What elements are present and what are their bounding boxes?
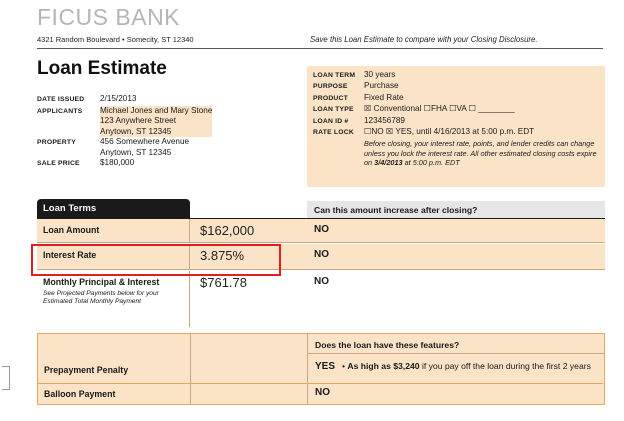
increase-question: Can this amount increase after closing? — [307, 201, 605, 219]
date-issued-label: DATE ISSUED — [37, 96, 85, 103]
monthly-payment-row — [37, 271, 605, 327]
loan-type-label: LOAN TYPE — [313, 106, 354, 114]
applicants-city: Anytown, ST 12345 — [100, 126, 172, 136]
bank-address: 4321 Random Boulevard • Somecity, ST 12340 — [37, 35, 194, 44]
monthly-payment-value: $761.78 — [200, 275, 247, 290]
details-right — [307, 66, 605, 187]
product-row — [313, 93, 599, 104]
interest-rate-row — [37, 244, 605, 270]
features-middle-column — [191, 334, 308, 404]
loan-id-value: 123456789 — [364, 115, 405, 125]
applicants-value — [100, 106, 212, 138]
tagline: Save this Loan Estimate to compare with your Closing Disclosure. — [310, 35, 538, 44]
applicants-row — [37, 106, 297, 138]
loan-terms-section — [37, 199, 605, 399]
loan-type-row — [313, 104, 599, 115]
rate-lock-row — [313, 127, 599, 138]
features-question: Does the loan have these features? — [315, 340, 460, 350]
loan-amount-value: $162,000 — [200, 223, 255, 238]
loan-id-label: LOAN ID # — [313, 117, 349, 125]
loan-term-label: LOAN TERM — [313, 72, 356, 79]
features-rule — [308, 353, 605, 354]
prepayment-penalty-label: Prepayment Penalty — [44, 365, 129, 375]
rate-lock-note-text: Before closing, your interest rate, points, and lender credits can change unless you lock the interest rate. All other estimated closing costs expire on — [364, 139, 597, 168]
purpose-value: Purchase — [364, 81, 399, 91]
property-value — [100, 137, 189, 158]
property-label: PROPERTY — [37, 139, 76, 146]
applicants-label: APPLICANTS — [37, 107, 83, 115]
features-divider — [38, 383, 603, 384]
monthly-payment-note: See Projected Payments below for your Estimated Total Monthly Payment — [43, 290, 159, 306]
date-issued-value: 2/15/2013 — [100, 94, 137, 103]
document-title: Loan Estimate — [37, 58, 167, 79]
loan-term-value: 30 years — [364, 70, 396, 79]
sale-price-value: $180,000 — [100, 158, 135, 167]
balloon-payment-label: Balloon Payment — [44, 389, 116, 399]
balloon-payment-answer: NO — [315, 387, 330, 398]
product-value: Fixed Rate — [364, 92, 404, 102]
edge-bracket — [2, 366, 10, 390]
loan-amount-label: Loan Amount — [37, 219, 190, 242]
property-row — [37, 137, 297, 158]
property-city: Anytown, ST 12345 — [100, 147, 172, 157]
loan-term-row — [313, 70, 599, 81]
bank-name: FICUS BANK — [37, 4, 181, 30]
loan-type-value: ☒ Conventional ☐FHA ☐VA ☐ ________ — [364, 104, 515, 114]
applicants-street: 123 Anywhere Street — [100, 116, 177, 125]
purpose-row — [313, 81, 599, 92]
rate-lock-note-date: 3/4/2013 — [374, 158, 403, 168]
monthly-payment-answer: NO — [314, 276, 329, 287]
property-street: 456 Somewhere Avenue — [100, 137, 190, 146]
purpose-label: PURPOSE — [313, 83, 348, 91]
product-label: PRODUCT — [313, 94, 349, 102]
loan-terms-tab: Loan Terms — [37, 199, 190, 219]
loan-amount-answer: NO — [314, 224, 329, 235]
loan-amount-row — [37, 219, 605, 243]
rate-lock-note — [364, 139, 599, 167]
rate-lock-value: ☐NO ☒ YES, until 4/16/2013 at 5:00 p.m. EDT — [364, 127, 535, 137]
loan-features-box — [37, 333, 605, 405]
applicants-name: Michael Jones and Mary Stone — [100, 105, 213, 115]
interest-rate-answer: NO — [314, 249, 329, 260]
sale-price-label: SALE PRICE — [37, 160, 80, 167]
rate-lock-label: RATE LOCK — [313, 129, 354, 137]
prepayment-penalty-detail: • As high as $3,240 if you pay off the loan during the first 2 years — [342, 361, 591, 371]
loan-terms-header — [37, 199, 605, 219]
monthly-payment-label: Monthly Principal & Interest — [43, 277, 160, 287]
rate-lock-note-end: at 5:00 p.m. EDT — [404, 158, 460, 168]
loan-id-row — [313, 116, 599, 127]
prepayment-detail-text: if you pay off the loan during the first 2 years — [421, 361, 591, 371]
interest-rate-label: Interest Rate — [37, 244, 190, 269]
interest-rate-value: 3.875% — [200, 248, 245, 263]
details-left — [37, 94, 297, 170]
prepayment-detail-amount: As high as $3,240 — [347, 361, 420, 371]
header-rule — [37, 48, 603, 49]
prepayment-penalty-answer: YES — [315, 361, 336, 372]
date-issued-row — [37, 94, 297, 106]
sale-price-row — [37, 158, 297, 170]
monthly-payment-label-cell — [37, 271, 190, 327]
